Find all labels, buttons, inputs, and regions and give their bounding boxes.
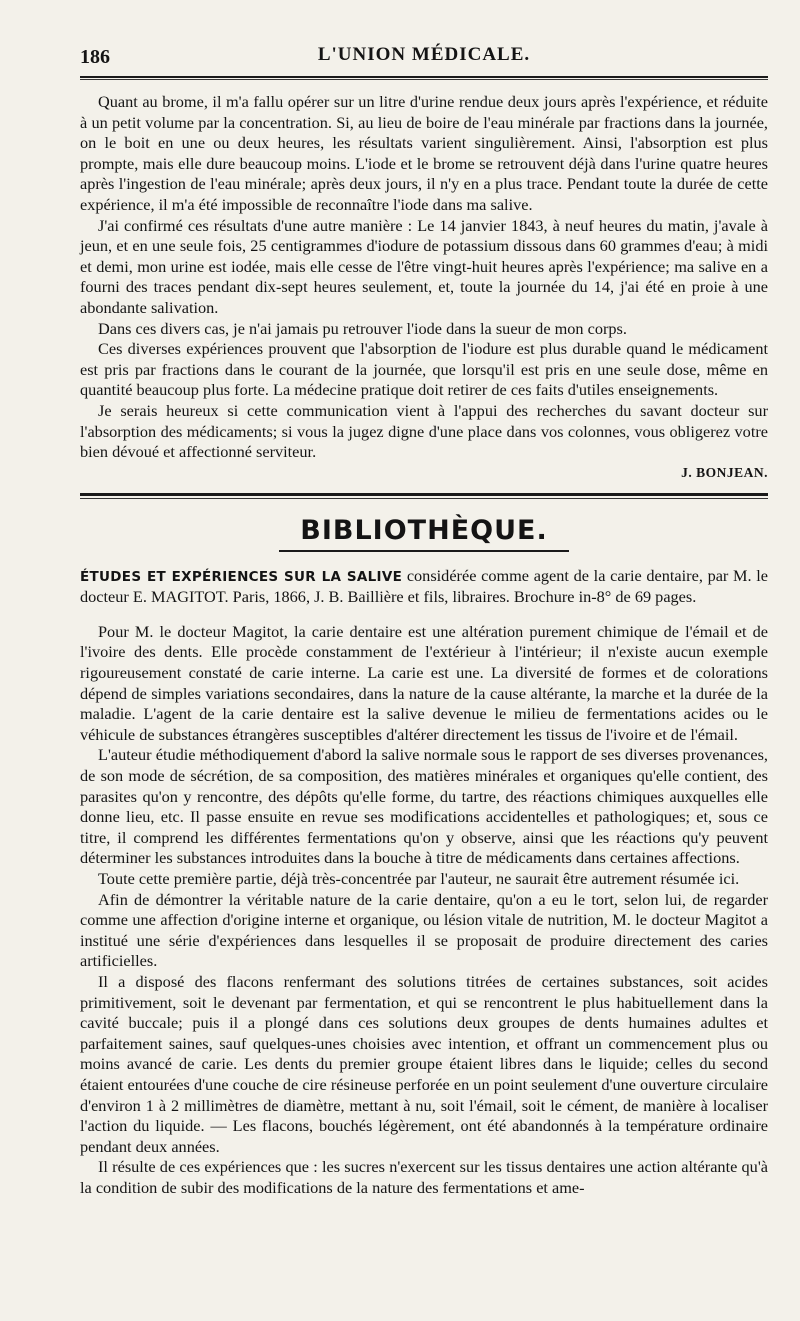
letter-signature: J. BONJEAN. [681, 464, 768, 480]
section-title-rule [279, 550, 569, 552]
review-paragraph-6: Il résulte de ces expériences que : les sucres n'exercent sur les tissus dentaires une action altérante qu'à la condition de subir des modifications de la nature des fermentations et ame- [80, 1157, 768, 1197]
letter-paragraph-3: Dans ces divers cas, je n'ai jamais pu retrouver l'iode dans la sueur de mon corps. [98, 318, 627, 338]
running-head [80, 38, 768, 68]
section-title: BIBLIOTHÈQUE. [300, 514, 548, 546]
review-body [80, 622, 768, 1199]
letter-paragraph-5: Je serais heureux si cette communication vient à l'appui des recherches du savant docteur sur l'absorption des médicaments; si vous la jugez digne d'une place dans vos colonnes, vous obligerez votre bien dévoué et affectionné serviteur. [80, 400, 768, 462]
review-paragraph-2: L'auteur étudie méthodiquement d'abord la salive normale sous le rapport de ses diverses provenances, de son mode de sécrétion, de sa composition, des matières minérales et organiques qu'elle contient, des parasites qu'on y rencontre, des dépôts qu'elle forme, du tartre, des réactions chimiques auxquelles elle donne lieu, etc. Il passe ensuite en revue ses modifications accidentelles et pathologiques; et, sous ce titre, il comprend les différentes fermentations qu'on y observe, ainsi que les réactions qu'y peuvent déterminer les substances introduites dans la bouche à titre de médicaments dans certaines affections. [80, 745, 768, 868]
book-details: considérée comme agent de la carie dentaire, par M. le docteur E. MAGITOT. Paris, 1866, J. B. Baillière et fils, libraires. Brochure in-8° de 69 pages. [80, 565, 768, 607]
letter-paragraph-2: J'ai confirmé ces résultats d'une autre manière : Le 14 janvier 1843, à neuf heures du matin, j'avale à jeun, et en une seule fois, 25 centigrammes d'iodure de potassium dissous dans 60 grammes d'eau; à midi et demi, mon urine est iodée, mais elle cesse de l'être vingt-huit heures après l'expérience; ma salive en a fourni des traces pendant dix-sept heures seulement, et, toute la journée du 14, j'ai été en proie à une abondante salivation. [80, 215, 768, 317]
section-rule-thin [80, 498, 768, 499]
book-reference [80, 566, 768, 608]
review-paragraph-1: Pour M. le docteur Magitot, la carie dentaire est une altération purement chimique de l'émail et de l'ivoire des dents. Elle procède constamment de l'extérieur à l'intérieur; il n'existe aucun exemple rigoureusement constaté de carie interne. La carie est une. La diversité de formes et de colorations dépend de simples variations secondaires, dans la nature de la cause altérante, la marche et la durée de la maladie. L'agent de la carie dentaire est la salive devenue le milieu de fermentations acides ou le véhicule de substances étrangères susceptibles d'altérer directement les tissus de l'ivoire et de l'émail. [80, 621, 768, 744]
section-rule [80, 493, 768, 496]
page-number: 186 [80, 46, 110, 68]
journal-title: L'UNION MÉDICALE. [317, 44, 531, 65]
book-title: ÉTUDES ET EXPÉRIENCES SUR LA SALIVE [80, 568, 403, 585]
letter-paragraph-1: Quant au brome, il m'a fallu opérer sur un litre d'urine rendue deux jours après l'expérience, et réduite à un petit volume par la concentration. Si, au lieu de boire de l'eau minérale par fractions dans la journée, on le boit en une ou deux heures, les résultats varient singulièrement. Ainsi, l'absorption est plus prompte, mais elle dure beaucoup moins. L'iode et le brome se retrouvent déjà dans l'urine quatre heures après l'ingestion de l'eau minérale; après deux jours, il n'y en a plus trace. Pendant toute la durée de cette expérience, il m'a été impossible de reconnaître l'iode dans ma salive. [80, 92, 768, 214]
review-paragraph-3: Toute cette première partie, déjà très-concentrée par l'auteur, ne saurait être autrement résumée ici. [98, 869, 740, 888]
review-paragraph-5: Il a disposé des flacons renfermant des solutions titrées de certaines substances, soit acides primitivement, soit le devenant par fermentation, et qui se rencontrent le plus habituellement dans la cavité buccale; puis il a plongé dans ces solutions deux groupes de dents humaines adultes et parfaitement saines, sauf quelques-unes choisies avec intention, et offrant un commencement plus ou moins avancé de carie. Les dents du premier groupe étaient libres dans le liquide; celles du second étaient entourées d'une couche de cire résineuse perforée en un point seulement d'une ouverture circulaire d'environ 1 à 2 millimètres de diamètre, mettant à nu, soit l'émail, soit le cément, de manière à localiser l'action du liquide. — Les flacons, bouchés légèrement, ont été abandonnés à la température ordinaire pendant deux années. [80, 971, 768, 1156]
header-rule [80, 76, 768, 78]
review-paragraph-4: Afin de démontrer la véritable nature de la carie dentaire, qu'on a eu le tort, selon lui, de regarder comme une affection d'origine interne et organique, ou lésion vitale de nutrition, M. le docteur Magitot a institué une série d'expériences dans lesquelles il se proposait de produire directement des caries artificielles. [80, 889, 768, 971]
header-rule-thin [80, 79, 768, 80]
letter-paragraph-4: Ces diverses expériences prouvent que l'absorption de l'iodure est plus durable quand le médicament est pris par fractions dans le courant de la journée, que lorsqu'il est pris en une seule dose, même en quantité beaucoup plus forte. La médecine pratique doit retirer de ces faits d'utiles enseignements. [80, 339, 768, 400]
letter-body [80, 92, 768, 463]
